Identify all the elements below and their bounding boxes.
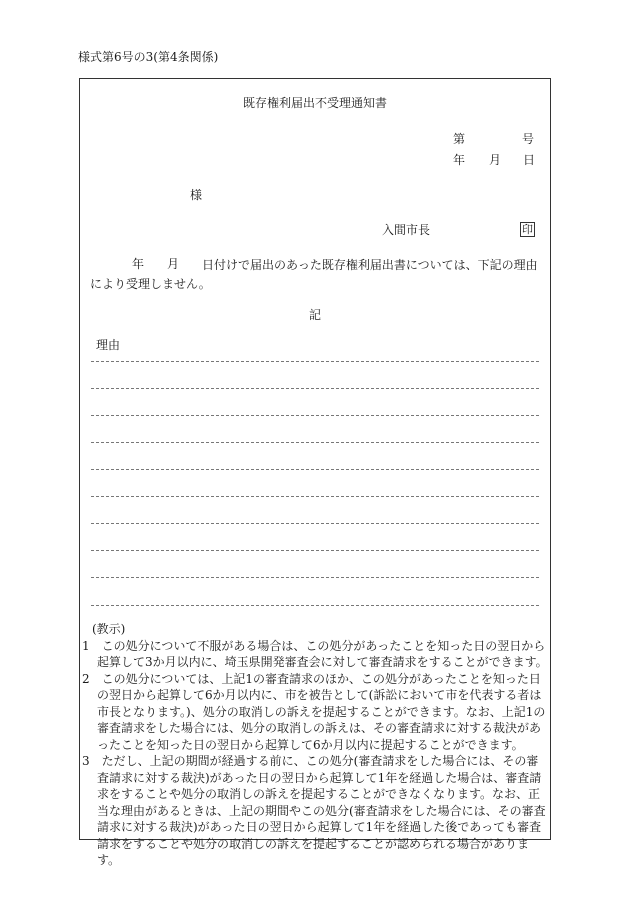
body-sentence: 日付けで届出のあった既存権利届出書については、下記の理由により受理しません。 xyxy=(90,258,538,291)
number-prefix: 第 xyxy=(453,132,466,146)
reason-line xyxy=(91,415,539,416)
reason-line xyxy=(91,523,539,524)
instructions-section xyxy=(82,621,548,869)
issuer-name: 入間市長 xyxy=(382,223,431,237)
number-suffix: 号 xyxy=(522,132,535,146)
instructions-heading: (教示) xyxy=(92,622,126,636)
body-date-month: 月 xyxy=(167,257,180,271)
reason-line xyxy=(91,496,539,497)
reason-line xyxy=(91,442,539,443)
reason-line xyxy=(91,550,539,551)
seal-mark: 印 xyxy=(522,223,533,236)
date-year: 年 xyxy=(453,153,466,167)
reason-line xyxy=(91,469,539,470)
instruction-item: 3 ただし、上記の期間が経過する前に、この処分(審査請求をした場合には、その審査請求に対する裁決)があった日の翌日から起算して1年を経過した場合は、審査請求をすることや処分の取消しの訴えを提起することができなくなります。なお、正当な理由があるときは、上記の期間やこの処分(審査請求をした場合には、その審査請求に対する裁決)があった日の翌日から起算して1年を経過した後であっても審査請求をすることや処分の取消しの訴えを提起することが認められる場合があります。 xyxy=(82,754,546,867)
instruction-item: 2 この処分については、上記1の審査請求のほか、この処分があったことを知った日の翌日から起算して6か月以内に、市を被告として(訴訟において市を代表する者は市長となります。)、処分の取消しの訴えを提起することができます。なお、上記1の審査請求をした場合には、処分の取消しの訴えは、その審査請求に対する裁決があったことを知った日の翌日から起算して6か月以内に提起することができます。 xyxy=(82,671,546,752)
form-number-label: 様式第6号の3(第4条関係) xyxy=(78,50,219,64)
reason-line xyxy=(91,605,539,606)
ki-heading: 記 xyxy=(309,308,322,322)
addressee-suffix: 様 xyxy=(190,188,203,202)
reason-line xyxy=(91,577,539,578)
body-text xyxy=(90,256,542,294)
date-day: 日 xyxy=(523,153,536,167)
reason-line xyxy=(91,361,539,362)
body-date-year: 年 xyxy=(132,257,145,271)
instruction-item: 1 この処分について不服がある場合は、この処分があったことを知った日の翌日から起算して3か月以内に、埼玉県開発審査会に対して審査請求をすることができます。 xyxy=(82,638,548,669)
reason-line xyxy=(91,388,539,389)
document-title: 既存権利届出不受理通知書 xyxy=(242,96,387,110)
reason-label: 理由 xyxy=(96,338,121,352)
date-month: 月 xyxy=(489,153,502,167)
